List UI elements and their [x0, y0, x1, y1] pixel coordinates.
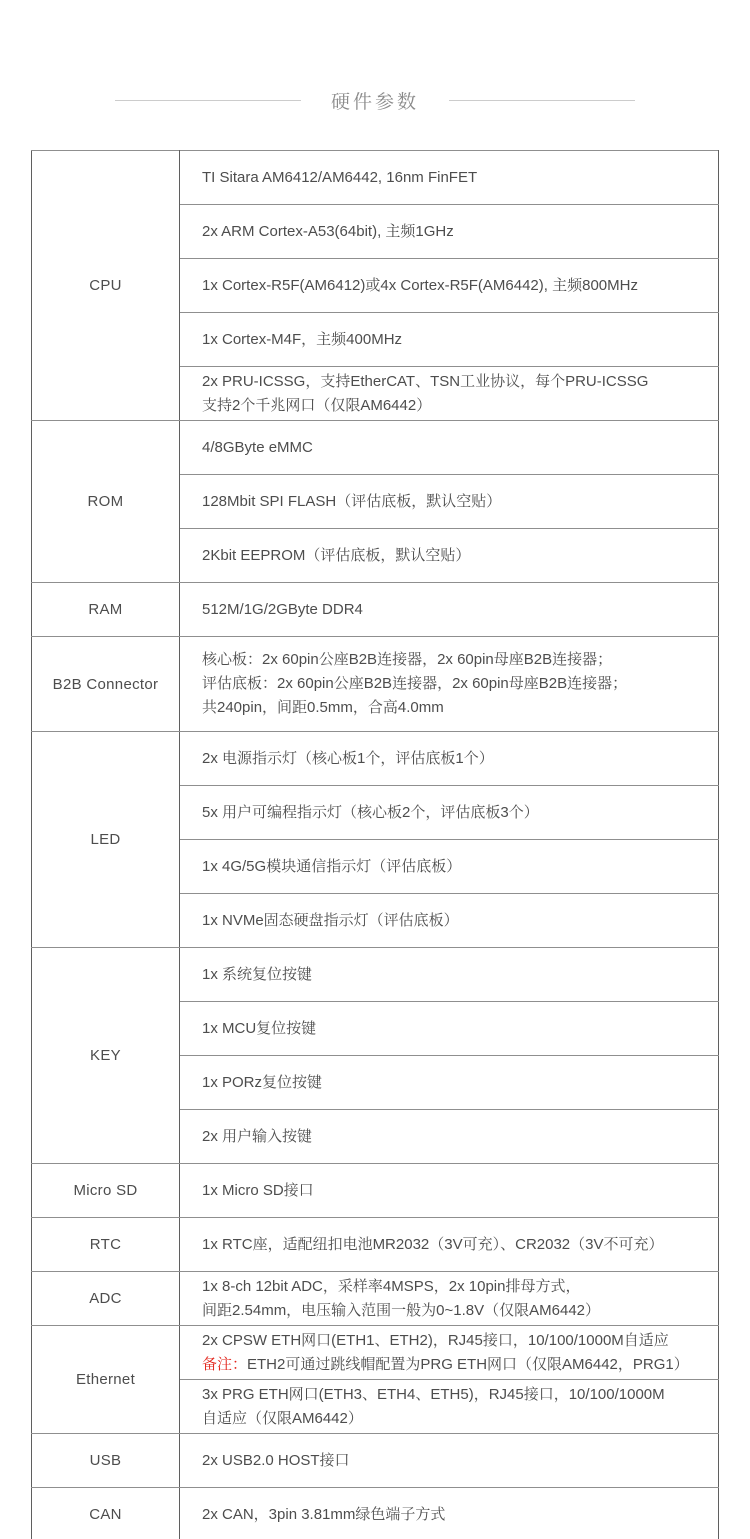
table-row — [32, 151, 719, 205]
category-label: ROM — [87, 493, 124, 510]
spec-cell — [180, 1218, 719, 1272]
spec-line: 1x PORz复位按键 — [202, 1073, 323, 1091]
note-text: ETH2可通过跳线帽配置为PRG ETH网口（仅限AM6442，PRG1） — [247, 1355, 689, 1373]
category-label: Ethernet — [75, 1371, 136, 1388]
section-title — [0, 0, 750, 114]
spec-cell — [180, 1326, 719, 1380]
title-decor-line-left — [115, 100, 301, 101]
spec-cell — [180, 1164, 719, 1218]
spec-cell — [180, 1488, 719, 1539]
spec-line: 共240pin，间距0.5mm，合高4.0mm — [202, 699, 444, 716]
spec-cell — [180, 259, 719, 313]
table-row — [32, 1218, 719, 1272]
spec-line: 2x 用户输入按键 — [202, 1127, 313, 1145]
spec-line: 自适应（仅限AM6442） — [202, 1409, 363, 1427]
category-cell — [32, 421, 180, 583]
spec-line: 2x PRU-ICSSG，支持EtherCAT、TSN工业协议，每个PRU-ICSSG — [202, 372, 649, 390]
category-cell — [32, 151, 180, 421]
table-row — [32, 637, 719, 732]
spec-line: 间距2.54mm，电压输入范围一般为0~1.8V（仅限AM6442） — [202, 1301, 601, 1319]
spec-line: 3x PRG ETH网口(ETH3、ETH4、ETH5)，RJ45接口，10/100/1000M — [202, 1385, 665, 1403]
spec-line: 128Mbit SPI FLASH（评估底板，默认空贴） — [202, 492, 502, 510]
spec-cell — [180, 948, 719, 1002]
spec-cell — [180, 205, 719, 259]
spec-line: 1x Micro SD接口 — [202, 1181, 314, 1199]
category-cell — [32, 948, 180, 1164]
table-row — [32, 732, 719, 786]
page-title: 硬件参数 — [330, 92, 419, 113]
spec-cell — [180, 637, 719, 732]
spec-line: 评估底板：2x 60pin公座B2B连接器，2x 60pin母座B2B连接器； — [202, 675, 628, 692]
table-row — [32, 1164, 719, 1218]
spec-line: 1x Cortex-M4F，主频400MHz — [202, 330, 403, 348]
spec-cell — [180, 421, 719, 475]
spec-line: 2x 电源指示灯（核心板1个，评估底板1个） — [202, 749, 494, 767]
spec-cell — [180, 732, 719, 786]
category-label: RAM — [88, 601, 123, 618]
spec-line: 1x Cortex-R5F(AM6412)或4x Cortex-R5F(AM6442), 主频800MHz — [202, 276, 638, 294]
spec-note — [202, 1353, 706, 1377]
hardware-spec-table — [31, 150, 719, 1539]
spec-line: 2x ARM Cortex-A53(64bit), 主频1GHz — [202, 222, 454, 240]
table-row — [32, 583, 719, 637]
spec-cell — [180, 367, 719, 421]
spec-cell — [180, 1272, 719, 1326]
spec-line: 2x CAN，3pin 3.81mm绿色端子方式 — [202, 1505, 446, 1523]
category-cell — [32, 732, 180, 948]
spec-line: 4/8GByte eMMC — [202, 438, 313, 456]
spec-line: 1x 系统复位按键 — [202, 965, 313, 983]
table-row — [32, 1326, 719, 1380]
spec-cell — [180, 840, 719, 894]
spec-line: 2Kbit EEPROM（评估底板，默认空贴） — [202, 546, 471, 564]
spec-cell — [180, 475, 719, 529]
spec-cell — [180, 894, 719, 948]
table-row — [32, 1434, 719, 1488]
spec-cell — [180, 1380, 719, 1434]
category-label: Micro SD — [73, 1182, 138, 1199]
category-label: CAN — [89, 1506, 122, 1523]
spec-cell — [180, 1002, 719, 1056]
spec-line: 5x 用户可编程指示灯（核心板2个，评估底板3个） — [202, 803, 539, 821]
spec-line: 512M/1G/2GByte DDR4 — [202, 600, 363, 618]
spec-line: 1x 8-ch 12bit ADC，采样率4MSPS，2x 10pin排母方式， — [202, 1277, 581, 1295]
spec-line: 1x NVMe固态硬盘指示灯（评估底板） — [202, 911, 459, 929]
spec-line: 1x 4G/5G模块通信指示灯（评估底板） — [202, 857, 462, 875]
category-label: ADC — [89, 1290, 122, 1307]
title-decor-line-right — [449, 100, 635, 101]
category-cell — [32, 1164, 180, 1218]
spec-cell — [180, 1056, 719, 1110]
spec-cell — [180, 313, 719, 367]
spec-line: 支持2个千兆网口（仅限AM6442） — [202, 396, 432, 414]
category-label: CPU — [89, 277, 122, 294]
spec-cell — [180, 786, 719, 840]
category-cell — [32, 1434, 180, 1488]
spec-line: 核心板：2x 60pin公座B2B连接器，2x 60pin母座B2B连接器； — [202, 651, 613, 668]
spec-line: TI Sitara AM6412/AM6442, 16nm FinFET — [202, 168, 478, 186]
category-label: KEY — [90, 1047, 121, 1064]
category-label: B2B Connector — [52, 675, 159, 693]
category-label: RTC — [89, 1236, 122, 1253]
spec-table-body — [32, 151, 719, 1539]
table-row — [32, 1272, 719, 1326]
spec-line: 1x MCU复位按键 — [202, 1019, 317, 1037]
table-row — [32, 948, 719, 1002]
note-label: 备注： — [202, 1355, 248, 1373]
spec-cell — [180, 583, 719, 637]
spec-line: 2x CPSW ETH网口(ETH1、ETH2)，RJ45接口，10/100/1000M自适应 — [202, 1331, 669, 1349]
spec-line: 2x USB2.0 HOST接口 — [202, 1451, 350, 1469]
category-cell — [32, 1326, 180, 1434]
table-row — [32, 421, 719, 475]
category-label: LED — [90, 831, 121, 848]
category-cell — [32, 1488, 180, 1539]
category-cell — [32, 583, 180, 637]
spec-cell — [180, 529, 719, 583]
spec-cell — [180, 1434, 719, 1488]
category-cell — [32, 1272, 180, 1326]
spec-line: 1x RTC座，适配纽扣电池MR2032（3V可充）、CR2032（3V不可充） — [202, 1235, 664, 1253]
category-cell — [32, 637, 180, 732]
category-label: USB — [89, 1452, 122, 1469]
table-row — [32, 1488, 719, 1539]
spec-cell — [180, 151, 719, 205]
spec-cell — [180, 1110, 719, 1164]
category-cell — [32, 1218, 180, 1272]
